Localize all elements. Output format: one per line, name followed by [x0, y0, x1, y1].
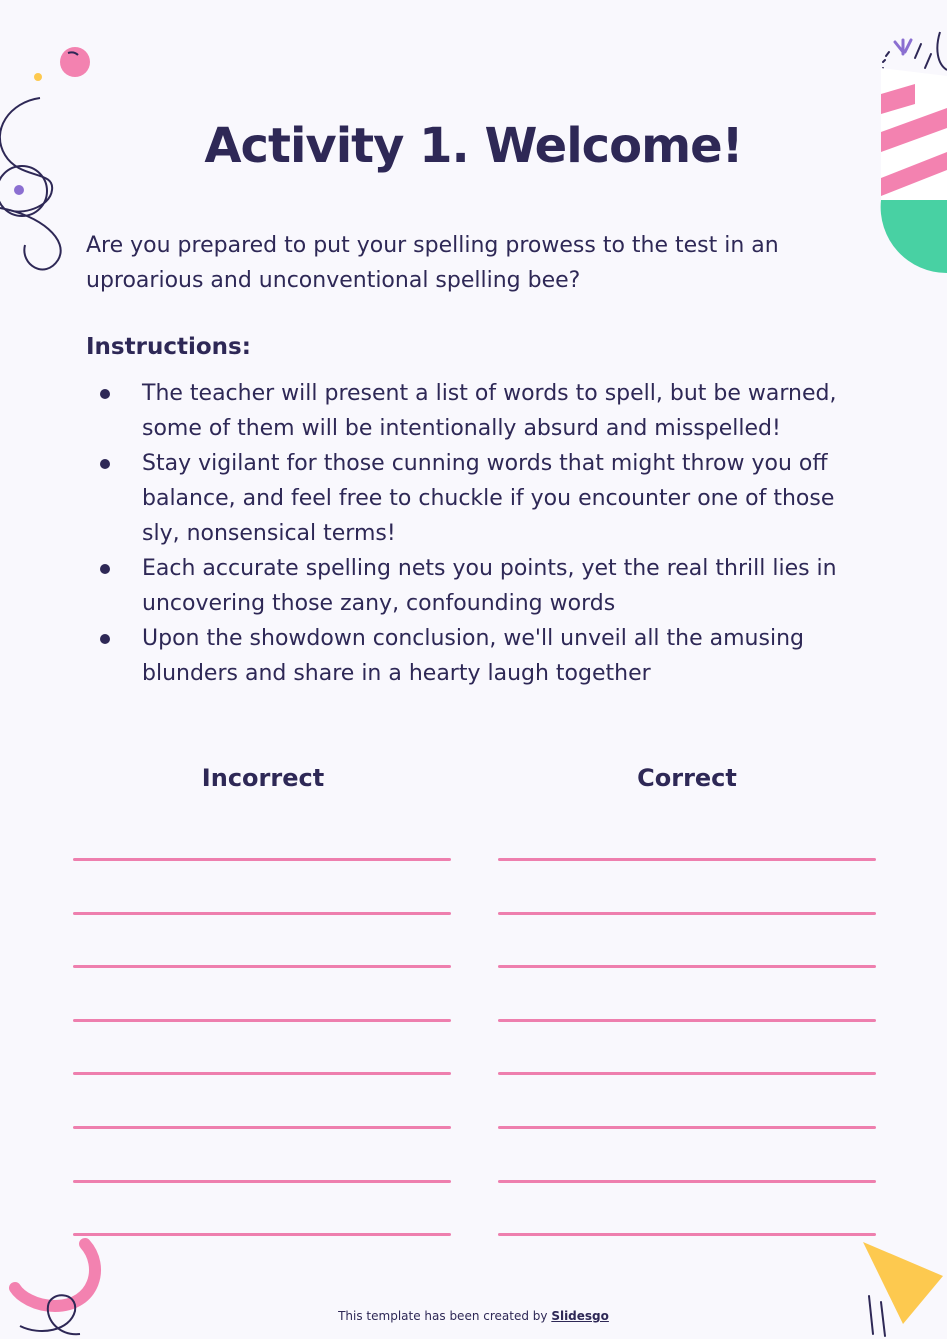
answer-blank-line[interactable] [73, 1019, 451, 1022]
instruction-item [100, 446, 860, 551]
instructions-list [100, 376, 860, 691]
instruction-text: Each accurate spelling nets you points, yet the real thrill lies in uncovering those zany, confounding words [142, 556, 837, 616]
correct-column-heading: Correct [637, 764, 737, 792]
instruction-item [100, 621, 860, 691]
answer-blank-line[interactable] [73, 912, 451, 915]
instructions-heading: Instructions: [86, 334, 251, 360]
bullet-icon [100, 459, 110, 469]
bullet-icon [100, 389, 110, 399]
answer-blank-line[interactable] [498, 1126, 876, 1129]
answer-blank-line[interactable] [73, 1072, 451, 1075]
incorrect-column-heading: Incorrect [201, 764, 325, 792]
instruction-item [100, 376, 860, 446]
purple-dot-decoration [14, 185, 24, 195]
bullet-icon [100, 634, 110, 644]
slidesgo-link[interactable]: Slidesgo [551, 1309, 609, 1323]
instruction-text: Upon the showdown conclusion, we'll unveil all the amusing blunders and share in a hearty laugh together [142, 626, 804, 686]
answer-blank-line[interactable] [73, 1180, 451, 1183]
answer-blank-line[interactable] [498, 965, 876, 968]
answer-blank-line[interactable] [498, 1072, 876, 1075]
instruction-text: Stay vigilant for those cunning words that might throw you off balance, and feel free to chuckle if you encounter one of those sly, nonsensical terms! [142, 451, 835, 546]
answer-blank-line[interactable] [498, 912, 876, 915]
footer-text: This template has been created by [338, 1309, 552, 1323]
footer-credit [0, 1309, 947, 1323]
intro-paragraph: Are you prepared to put your spelling prowess to the test in an uproarious and unconventional spelling bee? [86, 233, 779, 293]
answer-blank-line[interactable] [73, 965, 451, 968]
instruction-text: The teacher will present a list of words to spell, but be warned, some of them will be intentionally absurd and misspelled! [142, 381, 837, 441]
answer-blank-line[interactable] [73, 858, 451, 861]
correct-answer-lines [498, 858, 876, 1287]
answer-blank-line[interactable] [73, 1233, 451, 1236]
bullet-icon [100, 564, 110, 574]
page-title: Activity 1. Welcome! [204, 118, 743, 174]
pink-dot-decoration [60, 47, 90, 77]
instruction-item [100, 551, 860, 621]
answer-blank-line[interactable] [73, 1126, 451, 1129]
incorrect-answer-lines [73, 858, 451, 1287]
answer-blank-line[interactable] [498, 1019, 876, 1022]
yellow-dot-decoration [34, 73, 42, 81]
answer-blank-line[interactable] [498, 858, 876, 861]
answer-blank-line[interactable] [498, 1233, 876, 1236]
answer-blank-line[interactable] [498, 1180, 876, 1183]
